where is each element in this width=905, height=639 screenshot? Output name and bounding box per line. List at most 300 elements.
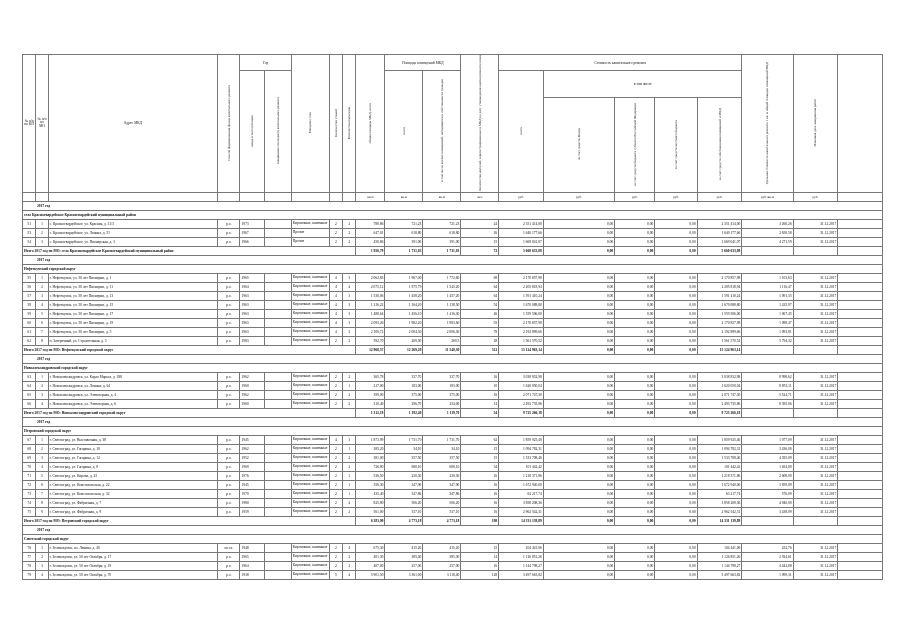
total-cell: 14 331 139,89 — [697, 516, 742, 525]
row-unit-cost: 5 524,71 — [742, 390, 793, 399]
row-cost-federal: 0,00 — [615, 309, 655, 318]
row-year-built: 1948 — [240, 543, 265, 552]
col-header-wall-material: Материал стен — [291, 55, 329, 193]
row-area-total: 1 731,70 — [385, 435, 423, 444]
row-fund-method: р.о. — [218, 327, 240, 336]
row-residents: 16 — [461, 480, 499, 489]
row-cost-local: 0,00 — [655, 444, 697, 453]
row-cost-federal: 0,00 — [615, 228, 655, 237]
row-year-last-repair — [265, 435, 292, 444]
row-address: г. Нефтекумск, ул. 50 лет Пионерии, д. 19 — [48, 318, 218, 327]
row-no-mo: 1 — [36, 219, 48, 228]
row-deadline: 31.12.2017 — [793, 273, 838, 282]
row-no-mo: 3 — [36, 237, 48, 246]
row-address: г. Нефтекумск, ул. 50 лет Пионерии, д. 11 — [48, 282, 218, 291]
row-area-living: 183,00 — [423, 381, 461, 390]
row-cost-total: 3 858 208,36 — [499, 498, 544, 507]
col-header-cost-group: Стоимость капитального ремонта — [499, 55, 742, 71]
row-cost-federal: 0,00 — [615, 552, 655, 561]
row-residents: 26 — [461, 228, 499, 237]
row-residents: 14 — [461, 399, 499, 408]
row-address: г. Нефтекумск, ул. 50 лет Пионерии, д. 15 — [48, 300, 218, 309]
row-cost-federal: 0,00 — [615, 471, 655, 480]
row-cost-federal: 0,00 — [615, 282, 655, 291]
row-cost-fund: 0,00 — [543, 372, 614, 381]
row-cost-fund: 0,00 — [543, 291, 614, 300]
row-cost-local: 0,00 — [655, 462, 697, 471]
row-area-living: 1 545,20 — [423, 282, 461, 291]
row-deadline: 31.12.2017 — [793, 489, 838, 498]
row-no-mo: 4 — [36, 399, 48, 408]
row-residents: 128 — [461, 570, 499, 579]
total-cell — [742, 516, 793, 525]
row-entrances: 4 — [343, 282, 356, 291]
row-cost-federal: 0,00 — [615, 219, 655, 228]
row-deadline: 31.12.2017 — [793, 282, 838, 291]
col-header-cost-owners: за счет средств собственников помещений в МКД — [697, 97, 742, 192]
row-residents: 64 — [461, 291, 499, 300]
row-unit-cost: 3 436,00 — [742, 444, 793, 453]
row-no-pp: 77 — [23, 552, 36, 561]
building-row — [23, 327, 883, 336]
building-row — [23, 282, 883, 291]
row-no-pp: 73 — [23, 489, 36, 498]
row-area-total: 296,70 — [385, 399, 423, 408]
row-entrances: 1 — [343, 489, 356, 498]
row-area-living: 1 731,70 — [423, 435, 461, 444]
row-area-living: 680,10 — [423, 462, 461, 471]
row-area-living: 337,70 — [423, 372, 461, 381]
row-deadline: 31.12.2017 — [793, 543, 838, 552]
row-cost-total: 1 561 570,52 — [499, 336, 544, 345]
row-deadline: 31.12.2017 — [793, 309, 838, 318]
row-fund-method: р.о. — [218, 453, 240, 462]
row-cost-total: 1 144 798,27 — [499, 561, 544, 570]
row-floors: 4 — [329, 435, 342, 444]
row-cost-total: 1 640 177,66 — [499, 228, 544, 237]
municipality-total-row — [23, 516, 883, 525]
row-area-total: 1 967,00 — [385, 273, 423, 282]
row-cost-federal: 0,00 — [615, 435, 655, 444]
row-floors: 2 — [329, 543, 342, 552]
row-wall-material: Кирпичные, каменные — [291, 570, 329, 579]
row-entrances: 4 — [343, 570, 356, 579]
row-cost-owners: 1 218 371,86 — [697, 471, 742, 480]
total-cell: 5 660 633,08 — [697, 246, 742, 255]
row-cost-fund: 0,00 — [543, 498, 614, 507]
row-no-pp: 62 — [23, 336, 36, 345]
row-deadline: 31.12.2017 — [793, 327, 838, 336]
total-cell: 0,00 — [655, 246, 697, 255]
municipality-row — [23, 534, 883, 543]
year-label: 2017 год — [23, 354, 883, 363]
row-cost-fund: 0,00 — [543, 435, 614, 444]
row-unit-cost: 1 098,47 — [742, 318, 793, 327]
row-residents: 16 — [461, 507, 499, 516]
row-cost-fund: 0,00 — [543, 327, 614, 336]
total-cell: 0,00 — [543, 246, 614, 255]
row-cost-federal: 0,00 — [615, 381, 655, 390]
row-year-built: 1962 — [240, 444, 265, 453]
row-residents: 14 — [461, 552, 499, 561]
row-cost-total: 1 591 410,24 — [499, 291, 544, 300]
total-cell: 512 — [461, 345, 499, 354]
unit-cell: руб. — [543, 192, 614, 201]
row-cost-federal: 0,00 — [615, 453, 655, 462]
row-fund-method: р.о. — [218, 435, 240, 444]
row-cost-owners: 2 192 899,66 — [697, 327, 742, 336]
col-header-floors: Количество этажей — [329, 55, 342, 193]
row-cost-local: 0,00 — [655, 237, 697, 246]
row-cost-total: 1 620 050,04 — [499, 381, 544, 390]
col-header-no-mo: № п/п по МО — [36, 55, 48, 193]
row-wall-material: Кирпичные, каменные — [291, 471, 329, 480]
row-wall-material: Кирпичные, каменные — [291, 399, 329, 408]
total-label: Итого 2017 год по МО: село Красногвардейское Красногвардейский муниципальный район — [23, 246, 356, 255]
col-header-incl: в том числе — [543, 71, 742, 98]
row-wall-material: Кирпичные, каменные — [291, 453, 329, 462]
row-cost-owners: 2 071 747,30 — [697, 390, 742, 399]
row-wall-material: Кирпичные, каменные — [291, 372, 329, 381]
col-header-year-built: ввода в эксплуатацию — [240, 71, 265, 193]
row-year-built: 1966 — [240, 237, 265, 246]
row-cost-fund: 0,00 — [543, 309, 614, 318]
row-year-last-repair — [265, 444, 292, 453]
row-entrances: 2 — [343, 507, 356, 516]
total-cell: 15 124 963,14 — [499, 345, 544, 354]
row-year-last-repair — [265, 372, 292, 381]
row-fund-method: р.о. — [218, 570, 240, 579]
row-cost-total: 3 038 832,98 — [499, 372, 544, 381]
row-year-built: 1962 — [240, 390, 265, 399]
row-total-area: 401,30 — [356, 552, 385, 561]
row-wall-material: Прочие — [291, 237, 329, 246]
row-floors: 2 — [329, 489, 342, 498]
row-year-built: 1962 — [240, 372, 265, 381]
row-wall-material: Кирпичные, каменные — [291, 300, 329, 309]
building-row — [23, 318, 883, 327]
building-row — [23, 309, 883, 318]
row-floors: 2 — [329, 237, 342, 246]
row-deadline: 31.12.2017 — [793, 390, 838, 399]
row-cost-federal: 0,00 — [615, 480, 655, 489]
row-fund-method: р.о. — [218, 291, 240, 300]
row-total-area: 217,00 — [356, 381, 385, 390]
row-year-built: 1964 — [240, 282, 265, 291]
row-area-living: 415,20 — [423, 543, 461, 552]
row-cost-federal: 0,00 — [615, 462, 655, 471]
row-area-living: 1 983,60 — [423, 318, 461, 327]
row-total-area: 561,00 — [356, 507, 385, 516]
row-no-mo: 3 — [36, 453, 48, 462]
row-floors: 4 — [329, 318, 342, 327]
row-deadline: 31.12.2017 — [793, 237, 838, 246]
row-wall-material: Кирпичные, каменные — [291, 498, 329, 507]
total-cell: 14 331 139,89 — [499, 516, 544, 525]
row-cost-fund: 0,00 — [543, 471, 614, 480]
row-no-mo: 1 — [36, 543, 48, 552]
row-deadline: 31.12.2017 — [793, 381, 838, 390]
row-area-living: 257,00 — [423, 561, 461, 570]
row-cost-local: 0,00 — [655, 498, 697, 507]
row-cost-total: 104 441,06 — [499, 543, 544, 552]
row-cost-federal: 0,00 — [615, 300, 655, 309]
municipality-total-row — [23, 408, 883, 417]
unit-cell: руб./кв.м — [742, 192, 793, 201]
row-area-total: 1 975,79 — [385, 282, 423, 291]
capital-repair-plan-sheet — [22, 54, 883, 580]
row-entrances: 2 — [343, 336, 356, 345]
row-floors: 4 — [329, 273, 342, 282]
year-label: 2017 год — [23, 201, 883, 210]
row-total-area: 5 901,50 — [356, 570, 385, 579]
row-address: г. Светлоград, ул. Гагарина, д. 10 — [48, 444, 218, 453]
row-floors: 2 — [329, 372, 342, 381]
row-cost-owners: 3 497 663,82 — [697, 570, 742, 579]
row-year-built: 1965 — [240, 552, 265, 561]
row-deadline: 31.12.2017 — [793, 291, 838, 300]
row-area-living: 506,20 — [423, 498, 461, 507]
row-no-pp: 56 — [23, 282, 36, 291]
row-floors: 2 — [329, 462, 342, 471]
row-no-pp: 59 — [23, 309, 36, 318]
row-total-area: 310,40 — [356, 399, 385, 408]
row-deadline: 31.12.2017 — [793, 300, 838, 309]
row-area-living: 357,50 — [423, 453, 461, 462]
row-cost-total: 1 672 940,00 — [499, 480, 544, 489]
row-unit-cost: 8 998,62 — [742, 372, 793, 381]
row-cost-owners: 1 094 782,31 — [697, 444, 742, 453]
row-cost-owners: 1 591 410,24 — [697, 291, 742, 300]
municipality-total-row — [23, 345, 883, 354]
total-cell: 72 — [461, 246, 499, 255]
row-no-mo: 4 — [36, 462, 48, 471]
row-area-living: 269,5 — [423, 336, 461, 345]
row-fund-method: р.о. — [218, 300, 240, 309]
row-total-area: 726,90 — [356, 462, 385, 471]
row-year-built: 1969 — [240, 462, 265, 471]
row-cost-local: 0,00 — [655, 507, 697, 516]
row-wall-material: Кирпичные, каменные — [291, 327, 329, 336]
row-cost-local: 0,00 — [655, 282, 697, 291]
row-entrances: 3 — [343, 309, 356, 318]
row-year-last-repair — [265, 462, 292, 471]
row-entrances: 2 — [343, 390, 356, 399]
row-unit-cost: 1 093,81 — [742, 327, 793, 336]
row-cost-local: 0,00 — [655, 561, 697, 570]
row-no-pp: 70 — [23, 462, 36, 471]
building-row — [23, 561, 883, 570]
row-entrances: 2 — [343, 237, 356, 246]
row-cost-local: 0,00 — [655, 489, 697, 498]
row-no-mo: 7 — [36, 489, 48, 498]
row-floors: 2 — [329, 228, 342, 237]
row-no-pp: 71 — [23, 471, 36, 480]
col-header-cost-total: всего — [499, 71, 544, 193]
row-cost-total: 2 493 735,86 — [499, 399, 544, 408]
row-entrances: 2 — [343, 219, 356, 228]
year-row — [23, 525, 883, 534]
building-row — [23, 552, 883, 561]
row-floors: 2 — [329, 453, 342, 462]
row-residents: 62 — [461, 435, 499, 444]
row-area-living: 34,10 — [423, 444, 461, 453]
row-cost-federal: 0,00 — [615, 561, 655, 570]
building-row — [23, 381, 883, 390]
row-fund-method: р.о. — [218, 309, 240, 318]
row-fund-method: р.о. — [218, 372, 240, 381]
row-cost-owners: 101 442,42 — [697, 462, 742, 471]
row-fund-method: р.о. — [218, 444, 240, 453]
total-label: Итого 2017 год по МО: Нефтекумский городской округ — [23, 345, 356, 354]
building-row — [23, 480, 883, 489]
row-total-area: 365,78 — [356, 372, 385, 381]
row-cost-local: 0,00 — [655, 318, 697, 327]
row-cost-owners: 3 858 208,36 — [697, 498, 742, 507]
row-total-area: 399,00 — [356, 390, 385, 399]
row-address: г. Зеленокумск, ул. 50 лет Октября, д. 17 — [48, 552, 218, 561]
row-residents: 16 — [461, 372, 499, 381]
row-unit-cost: 2 608,00 — [742, 471, 793, 480]
row-year-last-repair — [265, 381, 292, 390]
row-area-total: 1 456,10 — [385, 309, 423, 318]
row-cost-fund: 0,00 — [543, 318, 614, 327]
row-cost-owners: 1 620 050,04 — [697, 381, 742, 390]
row-cost-local: 0,00 — [655, 309, 697, 318]
row-year-last-repair — [265, 390, 292, 399]
row-cost-fund: 0,00 — [543, 237, 614, 246]
row-floors: 2 — [329, 507, 342, 516]
row-cost-total: 3 497 663,82 — [499, 570, 544, 579]
row-cost-fund: 0,00 — [543, 462, 614, 471]
row-fund-method: р.о. — [218, 399, 240, 408]
row-area-living: 375,00 — [423, 390, 461, 399]
row-address: г. Нефтекумск, ул. 50 лет Пионерии, д. 5 — [48, 327, 218, 336]
col-header-area-living: в том числе жилых помещений, находящихся в собственности граждан — [423, 71, 461, 193]
row-area-total: 183,00 — [385, 381, 423, 390]
row-total-area: 381,00 — [356, 453, 385, 462]
row-wall-material: Кирпичные, каменные — [291, 444, 329, 453]
row-deadline: 31.12.2017 — [793, 399, 838, 408]
row-fund-method: р.о. — [218, 390, 240, 399]
row-entrances: 1 — [343, 471, 356, 480]
row-year-built: 1938 — [240, 570, 265, 579]
row-cost-fund: 0,00 — [543, 300, 614, 309]
row-residents: 10 — [461, 381, 499, 390]
row-floors: 2 — [329, 444, 342, 453]
row-cost-owners: 1 126 851,26 — [697, 552, 742, 561]
total-label: Итого 2017 год по МО: Новоалександровский городской округ — [23, 408, 356, 417]
row-cost-federal: 0,00 — [615, 399, 655, 408]
row-residents: 69 — [461, 273, 499, 282]
row-cost-total: 1 669 041,07 — [499, 237, 544, 246]
row-deadline: 31.12.2017 — [793, 444, 838, 453]
row-cost-federal: 0,00 — [615, 543, 655, 552]
total-cell: 12 968,57 — [356, 345, 385, 354]
row-no-mo: 8 — [36, 336, 48, 345]
row-no-pp: 78 — [23, 561, 36, 570]
row-no-mo: 2 — [36, 228, 48, 237]
row-year-last-repair — [265, 237, 292, 246]
col-header-cost-fund: за счет средств Фонда — [543, 97, 614, 192]
row-fund-method: р.о. — [218, 489, 240, 498]
row-no-pp: 69 — [23, 453, 36, 462]
row-entrances: 2 — [343, 561, 356, 570]
row-no-pp: 66 — [23, 399, 36, 408]
row-fund-method: р.о. — [218, 318, 240, 327]
building-row — [23, 570, 883, 579]
row-cost-total: 1 126 851,26 — [499, 552, 544, 561]
row-year-last-repair — [265, 282, 292, 291]
building-row — [23, 219, 883, 228]
row-no-mo: 2 — [36, 444, 48, 453]
row-cost-local: 0,00 — [655, 552, 697, 561]
year-row — [23, 417, 883, 426]
row-wall-material: Кирпичные, каменные — [291, 561, 329, 570]
row-residents: 24 — [461, 219, 499, 228]
row-no-pp: 67 — [23, 435, 36, 444]
row-area-total: 506,20 — [385, 498, 423, 507]
row-address: с. Красногвардейское, ул. Ленина, д. 51 — [48, 228, 218, 237]
row-cost-federal: 0,00 — [615, 237, 655, 246]
row-address: г. Зеленокумск, пл. Ленина, д. 40 — [48, 543, 218, 552]
row-year-last-repair — [265, 318, 292, 327]
row-floors: 4 — [329, 309, 342, 318]
municipality-label: Нефтекумский городской округ — [23, 264, 883, 273]
row-cost-local: 0,00 — [655, 219, 697, 228]
col-header-entrances: Количество подъездов — [343, 55, 356, 193]
building-row — [23, 372, 883, 381]
building-row — [23, 507, 883, 516]
row-cost-fund: 0,00 — [543, 444, 614, 453]
row-year-last-repair — [265, 570, 292, 579]
row-year-built: 1963 — [240, 309, 265, 318]
row-deadline: 31.12.2017 — [793, 552, 838, 561]
row-address: г. Новоалександровск, ул. Карла Маркса, д. 188 — [48, 372, 218, 381]
row-cost-total: 1 094 782,31 — [499, 444, 544, 453]
total-cell: 12 269,20 — [385, 345, 423, 354]
unit-cell: кв.м — [385, 192, 423, 201]
row-residents: 64 — [461, 282, 499, 291]
row-cost-owners: 1 533 708,46 — [697, 453, 742, 462]
row-cost-fund: 0,00 — [543, 489, 614, 498]
row-entrances: 2 — [343, 372, 356, 381]
row-no-pp: 79 — [23, 570, 36, 579]
row-entrances: 3 — [343, 300, 356, 309]
row-year-last-repair — [265, 228, 292, 237]
row-year-built: 1963 — [240, 327, 265, 336]
row-year-last-repair — [265, 489, 292, 498]
row-area-total: 347,86 — [385, 489, 423, 498]
row-unit-cost: 1 099,31 — [742, 570, 793, 579]
row-year-last-repair — [265, 219, 292, 228]
building-row — [23, 300, 883, 309]
col-header-cost-local: за счет средств местного бюджета — [655, 97, 697, 192]
total-cell: 15 124 963,14 — [697, 345, 742, 354]
row-year-last-repair — [265, 507, 292, 516]
row-no-pp: 61 — [23, 327, 36, 336]
row-fund-method: оп.сч. — [218, 543, 240, 552]
row-unit-cost: 4 442,88 — [742, 561, 793, 570]
row-cost-owners: 2 962 542,31 — [697, 507, 742, 516]
row-entrances: 3 — [343, 273, 356, 282]
row-cost-local: 0,00 — [655, 336, 697, 345]
row-area-total: 1 164,20 — [385, 300, 423, 309]
row-area-total: 375,00 — [385, 390, 423, 399]
col-header-area-group: Площадь помещений МКД — [385, 55, 461, 71]
row-cost-total: 2 170 857,98 — [499, 273, 544, 282]
row-area-living: 537,10 — [423, 507, 461, 516]
